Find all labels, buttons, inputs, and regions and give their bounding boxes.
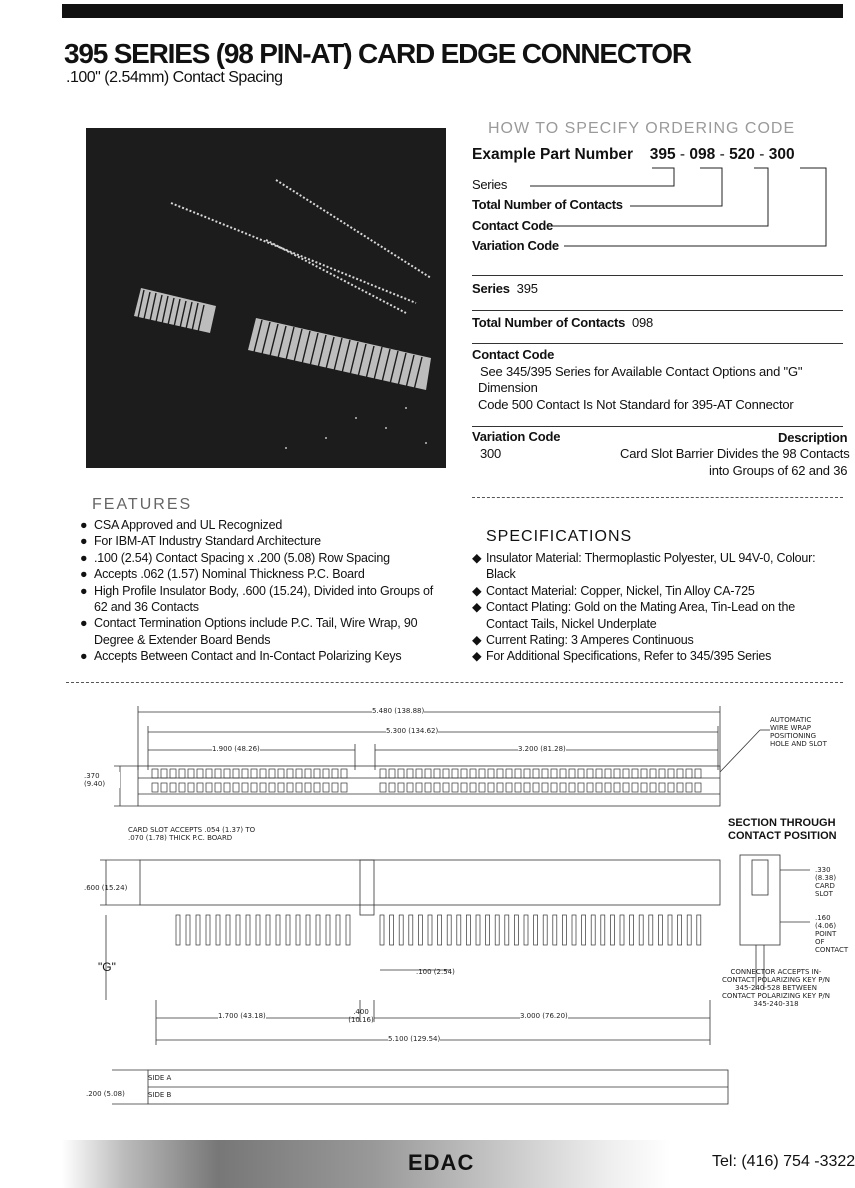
part-separator: - bbox=[759, 146, 765, 163]
contact-pin bbox=[534, 915, 538, 945]
field-contact-code: Contact Code bbox=[472, 218, 553, 233]
contact-cell bbox=[632, 769, 638, 778]
example-label: Example Part Number bbox=[472, 146, 634, 163]
contact-cell bbox=[287, 783, 293, 792]
contact-cell bbox=[278, 769, 284, 778]
divider bbox=[472, 426, 843, 427]
contact-cell bbox=[443, 769, 449, 778]
contacts-label: Total Number of Contacts bbox=[472, 315, 626, 330]
feature-item: ● For IBM-AT Industry Standard Architecture bbox=[80, 534, 321, 549]
contact-cell bbox=[197, 769, 203, 778]
contact-cell bbox=[641, 783, 647, 792]
contact-pin bbox=[226, 915, 230, 945]
contact-cell bbox=[479, 783, 485, 792]
contact-cell bbox=[434, 769, 440, 778]
contact-pin bbox=[505, 915, 509, 945]
contact-cell bbox=[686, 769, 692, 778]
contact-cell bbox=[407, 769, 413, 778]
dim-g: "G" bbox=[98, 960, 116, 974]
contact-cell bbox=[398, 769, 404, 778]
contact-cell bbox=[170, 783, 176, 792]
contact-cell bbox=[323, 769, 329, 778]
contact-cell bbox=[260, 783, 266, 792]
dim-3000: 3.000 (76.20) bbox=[520, 1012, 568, 1020]
feature-item-cont: Degree & Extender Board Bends bbox=[94, 632, 271, 647]
contact-cell bbox=[416, 769, 422, 778]
contact-cell bbox=[488, 769, 494, 778]
dim-600: .600 (15.24) bbox=[84, 884, 128, 892]
contact-pin bbox=[409, 915, 413, 945]
contact-pin bbox=[658, 915, 662, 945]
note-polarizing-keys: CONNECTOR ACCEPTS IN-CONTACT POLARIZING KEY P/N 345-240-528 BETWEEN CONTACT POLARIZING KEY P/N 345-240-318 bbox=[722, 968, 831, 1008]
features-heading: FEATURES bbox=[92, 496, 193, 513]
contact-cell bbox=[461, 783, 467, 792]
diamond-icon: ◆ bbox=[472, 649, 482, 664]
contact-cell bbox=[278, 783, 284, 792]
dim-100: .100 (2.54) bbox=[416, 968, 455, 976]
contact-cell bbox=[614, 783, 620, 792]
contact-pin bbox=[380, 915, 384, 945]
contact-pin bbox=[562, 915, 566, 945]
specifications-heading: SPECIFICATIONS bbox=[486, 528, 633, 545]
contact-pin bbox=[601, 915, 605, 945]
contact-cell bbox=[542, 769, 548, 778]
contact-cell bbox=[686, 783, 692, 792]
contact-pin bbox=[630, 915, 634, 945]
contact-cell bbox=[323, 783, 329, 792]
contact-cell bbox=[623, 783, 629, 792]
contact-cell bbox=[569, 769, 575, 778]
contact-cell bbox=[542, 783, 548, 792]
product-photo bbox=[86, 128, 446, 468]
contact-cell bbox=[623, 769, 629, 778]
contact-cell bbox=[161, 783, 167, 792]
contact-pin bbox=[678, 915, 682, 945]
bullet-icon: ● bbox=[80, 583, 88, 598]
contact-cell bbox=[380, 783, 386, 792]
contact-pin bbox=[687, 915, 691, 945]
contact-cell bbox=[161, 769, 167, 778]
series-label: Series bbox=[472, 281, 510, 296]
diamond-icon: ◆ bbox=[472, 583, 482, 598]
contact-code-label: Contact Code bbox=[472, 347, 555, 362]
contact-cell bbox=[251, 769, 257, 778]
contact-pin bbox=[610, 915, 614, 945]
contact-cell bbox=[659, 769, 665, 778]
description-label: Description bbox=[778, 430, 848, 445]
contact-pin bbox=[620, 915, 624, 945]
contact-cell bbox=[407, 783, 413, 792]
contact-cell bbox=[179, 783, 185, 792]
contact-cell bbox=[215, 769, 221, 778]
contact-pin bbox=[399, 915, 403, 945]
diamond-icon: ◆ bbox=[472, 551, 482, 565]
dim-160: .160 (4.06) POINT OF CONTACT bbox=[815, 914, 849, 954]
contact-cell bbox=[605, 769, 611, 778]
contact-pin bbox=[236, 915, 240, 945]
spec-item: ◆ Contact Material: Copper, Nickel, Tin Alloy CA-725 bbox=[472, 583, 755, 598]
contact-pin bbox=[591, 915, 595, 945]
contact-pin bbox=[316, 915, 320, 945]
contact-cell bbox=[650, 769, 656, 778]
contact-cell bbox=[596, 769, 602, 778]
contact-pin bbox=[649, 915, 653, 945]
contact-cell bbox=[389, 783, 395, 792]
contact-cell bbox=[551, 769, 557, 778]
contact-cell bbox=[269, 769, 275, 778]
dim-body: 5.300 (134.62) bbox=[386, 727, 439, 735]
contact-cell bbox=[497, 769, 503, 778]
contact-cell bbox=[215, 783, 221, 792]
contact-pin bbox=[286, 915, 290, 945]
contact-cell bbox=[560, 769, 566, 778]
contact-cell bbox=[650, 783, 656, 792]
contact-cell bbox=[206, 783, 212, 792]
spec-item: ◆ Insulator Material: Thermoplastic Polyester, UL 94V-0, Colour: bbox=[472, 551, 816, 565]
bullet-icon: ● bbox=[80, 567, 88, 582]
bullet-icon: ● bbox=[80, 550, 88, 565]
contacts-row bbox=[472, 315, 653, 330]
contact-cell bbox=[479, 769, 485, 778]
variation-desc: Card Slot Barrier Divides the 98 Contacts bbox=[620, 446, 850, 461]
divider bbox=[472, 310, 843, 311]
page-title: 395 SERIES (98 PIN-AT) CARD EDGE CONNECTOR bbox=[64, 38, 691, 69]
spec-item: ◆ For Additional Specifications, Refer to 345/395 Series bbox=[472, 649, 772, 664]
field-series: Series bbox=[472, 177, 508, 192]
contact-pin bbox=[524, 915, 528, 945]
part-separator: - bbox=[679, 146, 686, 163]
contact-cell bbox=[632, 783, 638, 792]
contact-cell bbox=[533, 769, 539, 778]
contact-pin bbox=[326, 915, 330, 945]
contact-pin bbox=[639, 915, 643, 945]
contact-cell bbox=[452, 783, 458, 792]
feature-item: ● Accepts Between Contact and In-Contact Polarizing Keys bbox=[80, 649, 402, 664]
contact-cell bbox=[332, 783, 338, 792]
contact-code-line: Code 500 Contact Is Not Standard for 395-AT Connector bbox=[478, 397, 794, 412]
page-subtitle: .100" (2.54mm) Contact Spacing bbox=[66, 69, 283, 86]
dim-left: 1.900 (48.26) bbox=[212, 745, 260, 753]
dim-200: .200 (5.08) bbox=[86, 1090, 125, 1098]
contact-cell bbox=[242, 783, 248, 792]
contact-cell bbox=[242, 769, 248, 778]
contact-pin bbox=[266, 915, 270, 945]
edac-logo: EDAC bbox=[408, 1150, 475, 1175]
contact-pin bbox=[668, 915, 672, 945]
contact-pin bbox=[196, 915, 200, 945]
contact-code-line: See 345/395 Series for Available Contact Options and "G" bbox=[480, 364, 803, 379]
note-card-slot: CARD SLOT ACCEPTS .054 (1.37) TO .070 (1.78) THICK P.C. BOARD bbox=[128, 826, 256, 842]
contact-pin bbox=[346, 915, 350, 945]
dim-overall: 5.480 (138.88) bbox=[372, 707, 425, 715]
contact-cell bbox=[233, 769, 239, 778]
contact-pin bbox=[486, 915, 490, 945]
contact-cell bbox=[524, 783, 530, 792]
contact-cell bbox=[269, 783, 275, 792]
contact-pin bbox=[476, 915, 480, 945]
contact-pin bbox=[276, 915, 280, 945]
dim-1700: 1.700 (43.18) bbox=[218, 1012, 266, 1020]
contact-cell bbox=[152, 783, 158, 792]
contact-cell bbox=[170, 769, 176, 778]
dim-400: .400 (10.16) bbox=[348, 1008, 374, 1024]
part-contacts: 098 bbox=[689, 146, 716, 163]
variation-desc: into Groups of 62 and 36 bbox=[709, 463, 848, 478]
contact-cell bbox=[668, 769, 674, 778]
dim-5100: 5.100 (129.54) bbox=[388, 1035, 441, 1043]
header-bar bbox=[62, 4, 843, 18]
contact-cell bbox=[488, 783, 494, 792]
contact-pin bbox=[176, 915, 180, 945]
contact-cell bbox=[560, 783, 566, 792]
part-separator: - bbox=[719, 146, 725, 163]
feature-item-cont: 62 and 36 Contacts bbox=[94, 600, 199, 615]
contact-cell bbox=[515, 769, 521, 778]
contact-cell bbox=[314, 783, 320, 792]
contact-cell bbox=[515, 783, 521, 792]
contact-pin bbox=[447, 915, 451, 945]
part-series: 395 bbox=[649, 146, 676, 163]
contact-cell bbox=[506, 769, 512, 778]
contact-pin bbox=[306, 915, 310, 945]
contact-cell bbox=[443, 783, 449, 792]
contact-cell bbox=[314, 769, 320, 778]
feature-item: ● High Profile Insulator Body, .600 (15.24), Divided into Groups of bbox=[80, 583, 434, 598]
contact-cell bbox=[296, 769, 302, 778]
contact-pin bbox=[216, 915, 220, 945]
contact-cell bbox=[506, 783, 512, 792]
contact-cell bbox=[416, 783, 422, 792]
ordering-heading: HOW TO SPECIFY ORDERING CODE bbox=[488, 120, 796, 137]
contact-code-line: Dimension bbox=[478, 380, 538, 395]
diamond-icon: ◆ bbox=[472, 633, 482, 648]
specifications-list bbox=[472, 550, 842, 665]
diamond-icon: ◆ bbox=[472, 600, 482, 615]
contact-cell bbox=[296, 783, 302, 792]
spec-item: ◆ Contact Plating: Gold on the Mating Area, Tin-Lead on the bbox=[472, 600, 795, 615]
bullet-icon: ● bbox=[80, 518, 88, 532]
contact-cell bbox=[596, 783, 602, 792]
contact-pin bbox=[206, 915, 210, 945]
variation-value: 300 bbox=[480, 446, 502, 461]
spec-item: ◆ Current Rating: 3 Amperes Continuous bbox=[472, 633, 694, 648]
dim-right: 3.200 (81.28) bbox=[518, 745, 566, 753]
feature-item: ● Accepts .062 (1.57) Nominal Thickness P.C. Board bbox=[80, 567, 365, 582]
contact-cell bbox=[389, 769, 395, 778]
contact-cell bbox=[470, 769, 476, 778]
contact-cell bbox=[224, 769, 230, 778]
contact-cell bbox=[305, 783, 311, 792]
contact-cell bbox=[341, 769, 347, 778]
contact-cell bbox=[152, 769, 158, 778]
contact-cell bbox=[578, 783, 584, 792]
series-value: 395 bbox=[516, 281, 538, 296]
bullet-icon: ● bbox=[80, 649, 88, 664]
contact-cell bbox=[695, 783, 701, 792]
contact-pin bbox=[438, 915, 442, 945]
part-variation: 300 bbox=[768, 146, 795, 163]
contact-cell bbox=[380, 769, 386, 778]
contact-pin bbox=[246, 915, 250, 945]
contact-cell bbox=[677, 769, 683, 778]
contact-cell bbox=[251, 783, 257, 792]
contact-cell bbox=[332, 769, 338, 778]
contact-pin bbox=[582, 915, 586, 945]
contact-pins bbox=[176, 915, 701, 945]
feature-item: ● Contact Termination Options include P.C. Tail, Wire Wrap, 90 bbox=[80, 616, 418, 631]
bullet-icon: ● bbox=[80, 534, 88, 549]
example-part-number bbox=[472, 146, 795, 164]
contact-cell bbox=[587, 783, 593, 792]
divider bbox=[472, 343, 843, 344]
contact-cell bbox=[659, 783, 665, 792]
contact-cell bbox=[425, 769, 431, 778]
connector-photo-art bbox=[86, 128, 446, 468]
bullet-icon: ● bbox=[80, 616, 88, 631]
contact-cell bbox=[605, 783, 611, 792]
contact-cell bbox=[197, 783, 203, 792]
variation-label: Variation Code bbox=[472, 429, 561, 444]
contact-pin bbox=[697, 915, 701, 945]
contacts-value: 098 bbox=[631, 315, 654, 330]
contact-cell bbox=[533, 783, 539, 792]
contact-cell bbox=[461, 769, 467, 778]
contact-cell bbox=[524, 769, 530, 778]
contact-pin bbox=[572, 915, 576, 945]
feature-item: ● CSA Approved and UL Recognized bbox=[80, 518, 283, 532]
divider bbox=[472, 275, 843, 276]
contact-cell bbox=[668, 783, 674, 792]
contact-cell bbox=[695, 769, 701, 778]
row-label-a: SIDE A bbox=[148, 1074, 172, 1082]
part-contact-code: 520 bbox=[729, 146, 755, 163]
contact-cell bbox=[287, 769, 293, 778]
contact-cell bbox=[341, 783, 347, 792]
contact-rows bbox=[152, 769, 701, 792]
spec-item-cont: Contact Tails, Nickel Underplate bbox=[486, 616, 657, 631]
contact-pin bbox=[428, 915, 432, 945]
contact-cell bbox=[452, 769, 458, 778]
contact-pin bbox=[553, 915, 557, 945]
contact-cell bbox=[260, 769, 266, 778]
contact-cell bbox=[614, 769, 620, 778]
contact-pin bbox=[186, 915, 190, 945]
contact-pin bbox=[514, 915, 518, 945]
divider bbox=[472, 497, 843, 498]
contact-cell bbox=[188, 783, 194, 792]
technical-drawing bbox=[80, 700, 849, 1120]
field-total-contacts: Total Number of Contacts bbox=[472, 197, 623, 212]
note-wire-wrap: AUTOMATIC WIRE WRAP POSITIONING HOLE AND SLOT bbox=[770, 716, 827, 748]
contact-pin bbox=[296, 915, 300, 945]
series-row bbox=[472, 281, 538, 296]
contact-pin bbox=[418, 915, 422, 945]
contact-pin bbox=[543, 915, 547, 945]
dim-height: .370 (9.40) bbox=[84, 772, 120, 788]
contact-cell bbox=[233, 783, 239, 792]
contact-cell bbox=[569, 783, 575, 792]
contact-cell bbox=[470, 783, 476, 792]
contact-cell bbox=[179, 769, 185, 778]
contact-cell bbox=[578, 769, 584, 778]
row-label-b: SIDE B bbox=[148, 1091, 172, 1099]
feature-item: ● .100 (2.54) Contact Spacing x .200 (5.08) Row Spacing bbox=[80, 550, 390, 565]
contact-cell bbox=[587, 769, 593, 778]
ordering-leader-lines bbox=[520, 164, 830, 254]
contact-cell bbox=[398, 783, 404, 792]
contact-cell bbox=[188, 769, 194, 778]
contact-pin bbox=[390, 915, 394, 945]
footer-phone: Tel: (416) 754 -3322 bbox=[712, 1153, 855, 1170]
contact-pin bbox=[336, 915, 340, 945]
dim-330: .330 (8.38) CARD SLOT bbox=[815, 866, 837, 898]
contact-pin bbox=[457, 915, 461, 945]
contact-pin bbox=[256, 915, 260, 945]
section-title: SECTION THROUGH CONTACT POSITION bbox=[728, 817, 837, 842]
features-list bbox=[80, 517, 460, 665]
contact-cell bbox=[224, 783, 230, 792]
contact-cell bbox=[551, 783, 557, 792]
contact-cell bbox=[305, 769, 311, 778]
divider bbox=[66, 682, 843, 683]
contact-pin bbox=[466, 915, 470, 945]
contact-cell bbox=[425, 783, 431, 792]
contact-cell bbox=[206, 769, 212, 778]
contact-cell bbox=[434, 783, 440, 792]
contact-cell bbox=[677, 783, 683, 792]
contact-cell bbox=[641, 769, 647, 778]
contact-pin bbox=[495, 915, 499, 945]
spec-item-cont: Black bbox=[486, 567, 516, 582]
contact-cell bbox=[497, 783, 503, 792]
field-variation-code: Variation Code bbox=[472, 238, 559, 253]
